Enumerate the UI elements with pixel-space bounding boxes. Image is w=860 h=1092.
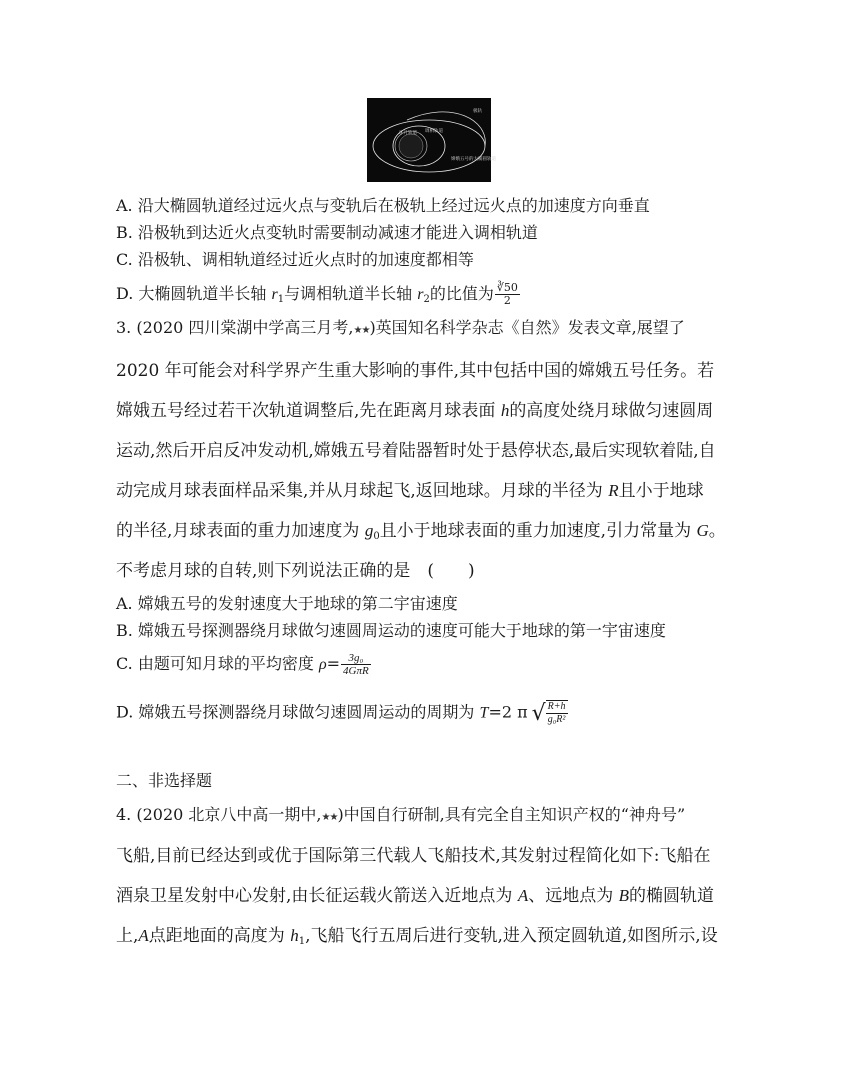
text: 酒泉卫星发射中心发射,由长征运载火箭送入近地点为 [116, 886, 518, 906]
q3-option-d [116, 700, 568, 726]
q3-option-c [116, 652, 371, 677]
q3-option-b: B. 嫦娥五号探测器绕月球做匀速圆周运动的速度可能大于地球的第一宇宙速度 [116, 621, 666, 640]
q2-option-d [116, 282, 520, 310]
text: 的椭圆轨道 [629, 886, 714, 906]
q3-line-7: 不考虑月球的自转,则下列说法正确的是 ( ) [116, 561, 475, 581]
var-A: A [517, 886, 529, 905]
q3-line-3 [116, 401, 713, 421]
sub-1: 1 [298, 936, 306, 947]
var-h1: h [290, 926, 299, 945]
q3-line-5 [116, 481, 704, 501]
text: )英国知名科学杂志《自然》发表文章,展望了 [369, 318, 685, 337]
ratio-fraction [495, 282, 520, 307]
text: C. 由题可知月球的平均密度 [116, 654, 319, 673]
var-G: G [696, 521, 709, 540]
var-R: R [608, 481, 619, 500]
frac-denominator: g₀R² [547, 714, 566, 725]
var-T: T [479, 704, 489, 722]
var-r1: r [271, 286, 278, 303]
text: = [326, 654, 341, 673]
period-sqrt [532, 700, 568, 726]
text: 且小于地球表面的重力加速度,引力常量为 [379, 521, 697, 541]
orbit-figure [367, 98, 496, 182]
q4-line-1 [116, 805, 685, 828]
var-g: g [364, 521, 374, 540]
text: 动完成月球表面样品采集,并从月球起飞,返回地球。月球的半径为 [116, 481, 609, 501]
text: 的比值为 [429, 284, 494, 303]
q2-option-b: B. 沿极轨到达近火点变轨时需要制动减速才能进入调相轨道 [116, 223, 538, 242]
var-B: B [618, 886, 629, 905]
difficulty-stars-icon: ★★ [353, 325, 370, 336]
text: D. 嫦娥五号探测器绕月球做匀速圆周运动的周期为 [116, 702, 480, 722]
q3-line-6 [116, 521, 726, 547]
q2-option-c: C. 沿极轨、调相轨道经过近火点时的加速度都相等 [116, 250, 474, 269]
frac-numerator: ∛50 [496, 281, 518, 294]
sub-0: 0 [373, 531, 380, 542]
q3-line-1 [116, 318, 685, 341]
orbit-diagram [367, 98, 496, 182]
text: 嫦娥五号经过若干次轨道调整后,先在距离月球表面 [116, 401, 501, 421]
text: 与调相轨道半长轴 [284, 284, 418, 303]
text: 上, [116, 926, 139, 946]
text: =2 π [488, 702, 528, 722]
frac-denominator: 2 [503, 294, 511, 307]
text: 且小于地球 [618, 481, 704, 501]
q4-line-2: 飞船,目前已经达到或优于国际第三代载人飞船技术,其发射过程简化如下:飞船在 [116, 846, 711, 866]
q4-line-4 [116, 926, 718, 952]
section-heading: 二、非选择题 [116, 771, 213, 790]
text: 、远地点为 [528, 886, 619, 906]
planet-body [399, 134, 423, 158]
q3-line-4: 运动,然后开启反冲发动机,嫦娥五号着陆器暂时处于悬停状态,最后实现软着陆,自 [116, 441, 716, 461]
var-A: A [138, 926, 149, 945]
label-phasing-orbit: 调相轨道 [425, 129, 443, 134]
text: 4. (2020 北京八中高一期中, [116, 805, 322, 824]
q3-line-2: 2020 年可能会对科学界产生重大影响的事件,其中包括中国的嫦娥五号任务。若 [116, 361, 715, 381]
text: 3. (2020 四川棠湖中学高三月考, [116, 318, 354, 337]
period-fraction [546, 700, 568, 726]
sub-1: 1 [277, 294, 285, 305]
text: ,飞船飞行五周后进行变轨,进入预定圆轨道,如图所示,设 [305, 926, 718, 946]
frac-denominator: 4GπR [343, 665, 369, 677]
text: )中国自行研制,具有完全自主知识产权的“神舟号” [337, 805, 686, 824]
q3-option-a: A. 嫦娥五号的发射速度大于地球的第二宇宙速度 [116, 594, 458, 613]
q2-option-a: A. 沿大椭圆轨道经过远火点与变轨后在极轨上经过远火点的加速度方向垂直 [116, 196, 650, 215]
q4-line-3 [116, 886, 714, 906]
frac-numerator: 3g₀ [341, 652, 371, 665]
text: 的高度处绕月球做匀速圆周 [509, 401, 714, 421]
text: 点距地面的高度为 [148, 926, 291, 946]
text: 的半径,月球表面的重力加速度为 [116, 521, 365, 541]
text: 。 [708, 521, 726, 541]
label-polar-orbit: 极轨 [473, 109, 482, 114]
label-large-orbit: 嫦娥五号的大椭圆轨道 [451, 157, 496, 162]
var-rho: ρ [318, 656, 327, 673]
sub-2: 2 [423, 294, 430, 305]
difficulty-stars-icon: ★★ [321, 812, 338, 823]
text: D. 大椭圆轨道半长轴 [116, 284, 272, 303]
sqrt-sign-icon: √ [531, 700, 546, 726]
density-fraction [341, 652, 371, 677]
frac-numerator: R+h [547, 701, 566, 712]
label-lunar-orbit: 环月轨道 [399, 131, 417, 136]
var-h: h [500, 401, 510, 420]
var-r2: r [417, 286, 424, 303]
